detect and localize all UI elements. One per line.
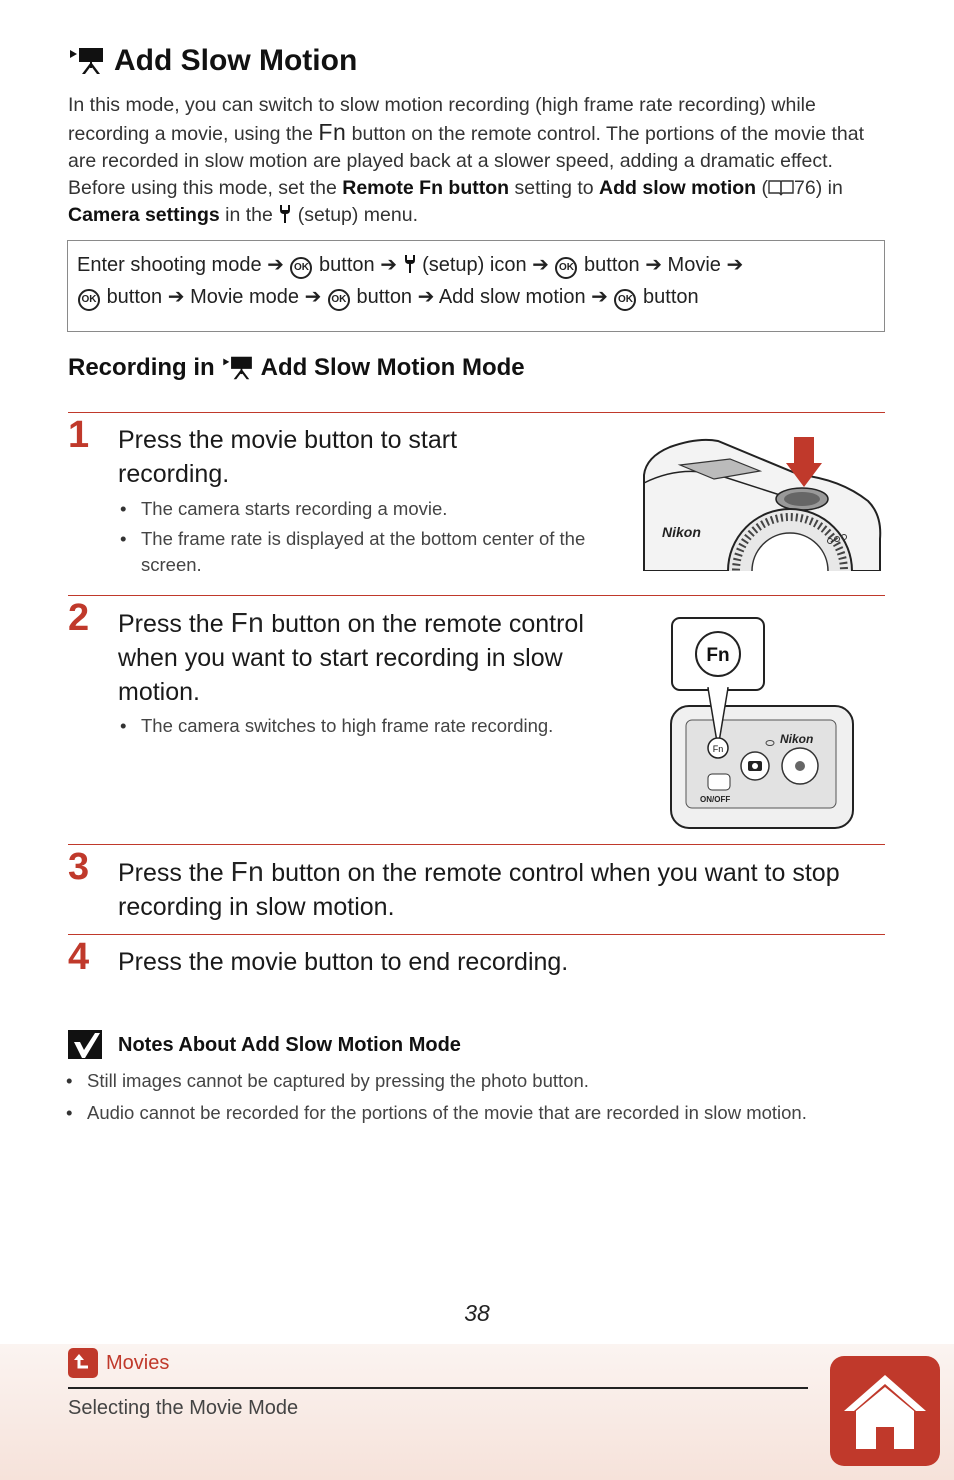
path-step: button — [356, 286, 413, 308]
path-step: button — [106, 286, 163, 308]
fn-callout-label: Fn — [706, 645, 730, 666]
home-button[interactable] — [830, 1356, 940, 1466]
list-item: • Audio cannot be recorded for the portions of the movie that are recorded in slow motion. — [64, 1100, 904, 1126]
list-item: • The camera starts recording a movie. — [118, 496, 608, 522]
intro-text: (setup) menu. — [292, 204, 419, 226]
book-reference-icon — [768, 179, 794, 196]
list-item: • The camera switches to high frame rate recording. — [118, 713, 618, 739]
fn-symbol: Fn — [230, 607, 265, 638]
step-bullets — [118, 496, 608, 578]
intro-text: in the — [219, 204, 279, 226]
step-text: Press the movie button to end recording. — [118, 948, 569, 976]
step-divider — [68, 595, 885, 596]
list-item: • The frame rate is displayed at the bottom center of the screen. — [118, 526, 608, 578]
arrow-icon: ➔ — [591, 286, 608, 308]
back-arrow-icon — [68, 1348, 98, 1378]
step-number: 4 — [68, 936, 90, 978]
page-title — [68, 44, 357, 78]
step-text: Press the movie button to start recording. — [118, 426, 458, 488]
intro-text: ( — [756, 177, 769, 199]
add-slow-motion-option: Add slow motion — [599, 177, 757, 199]
step-text-part: Press the — [118, 859, 231, 887]
ok-button-icon: OK — [328, 289, 350, 311]
chapter-link[interactable] — [68, 1348, 169, 1378]
path-step: button — [584, 254, 640, 276]
path-step: button — [643, 286, 699, 308]
section-heading-text: Recording in — [68, 354, 215, 381]
path-step: button — [319, 254, 375, 276]
step-text-part: button on the remote control when you want to stop recording in slow motion. — [118, 859, 840, 921]
step-text-part: Press the — [118, 610, 231, 638]
path-step: Movie — [667, 254, 721, 276]
arrow-icon: ➔ — [267, 254, 284, 276]
path-step: (setup) icon — [422, 254, 527, 276]
ok-button-icon: OK — [614, 289, 636, 311]
step-text — [118, 606, 618, 709]
remote-power-label: ON/OFF — [700, 795, 731, 804]
camera-brand-text: Nikon — [662, 524, 701, 540]
section-link[interactable]: Selecting the Movie Mode — [68, 1397, 299, 1419]
home-icon — [840, 1371, 930, 1451]
path-step: Enter shooting mode — [77, 254, 262, 276]
section-heading-text: Add Slow Motion Mode — [260, 354, 525, 381]
arrow-icon: ➔ — [645, 254, 662, 276]
footer-divider — [68, 1387, 808, 1389]
chapter-link-label: Movies — [106, 1351, 170, 1374]
ok-button-icon: OK — [78, 289, 100, 311]
step-number: 3 — [68, 846, 90, 888]
list-item: • Still images cannot be captured by pressing the photo button. — [64, 1068, 904, 1094]
wrench-icon — [403, 254, 417, 274]
camera-settings-menu: Camera settings — [68, 204, 220, 226]
page-reference-link[interactable]: 76 — [794, 177, 816, 199]
intro-text: setting to — [509, 177, 600, 199]
fn-symbol: Fn — [318, 119, 347, 145]
arrow-icon: ➔ — [167, 286, 185, 308]
intro-text: button on the remote control. The portions of the movie that are recorded in slow motion are played back at a slower speed, adding a dramatic effect. Before using this mode, set the — [68, 123, 865, 199]
step-text-part: button on the remote control when you want to start recording in slow motion. — [118, 610, 584, 706]
menu-path-box — [67, 240, 885, 332]
step-text — [118, 855, 878, 924]
path-step: Movie mode — [190, 286, 299, 308]
wrench-icon — [278, 204, 292, 224]
arrow-icon: ➔ — [380, 254, 397, 276]
intro-text: In this mode, you can switch to slow motion recording (high frame rate recording) while recording a movie, using the — [68, 94, 816, 145]
step-number: 2 — [68, 597, 90, 639]
arrow-icon: ➔ — [417, 286, 435, 308]
page-number: 38 — [464, 1300, 490, 1326]
notes-list — [64, 1068, 904, 1126]
remote-illustration — [668, 616, 858, 832]
intro-paragraph — [68, 92, 888, 229]
down-arrow-icon — [794, 437, 814, 465]
arrow-icon: ➔ — [304, 286, 322, 308]
remote-fn-setting: Remote Fn button — [342, 177, 510, 199]
camera-illustration — [640, 435, 884, 571]
step-divider — [68, 412, 885, 413]
step-divider — [68, 934, 885, 935]
intro-text: ) in — [815, 177, 843, 199]
movie-mode-icon — [68, 46, 106, 76]
arrow-icon: ➔ — [532, 254, 549, 276]
remote-brand-text: Nikon — [780, 732, 814, 746]
step-number: 1 — [68, 414, 90, 456]
arrow-icon: ➔ — [726, 254, 744, 276]
ok-button-icon: OK — [555, 257, 577, 279]
step-divider — [68, 844, 885, 845]
step-bullets — [118, 713, 618, 739]
page-title-text: Add Slow Motion — [114, 44, 358, 77]
section-heading — [68, 354, 525, 382]
ok-button-icon: OK — [290, 257, 312, 279]
fn-symbol: Fn — [230, 856, 265, 887]
movie-mode-icon — [221, 355, 255, 381]
check-icon — [68, 1030, 104, 1060]
remote-fn-label: Fn — [712, 744, 724, 754]
notes-title: Notes About Add Slow Motion Mode — [118, 1034, 461, 1056]
path-step: Add slow motion — [438, 286, 586, 308]
